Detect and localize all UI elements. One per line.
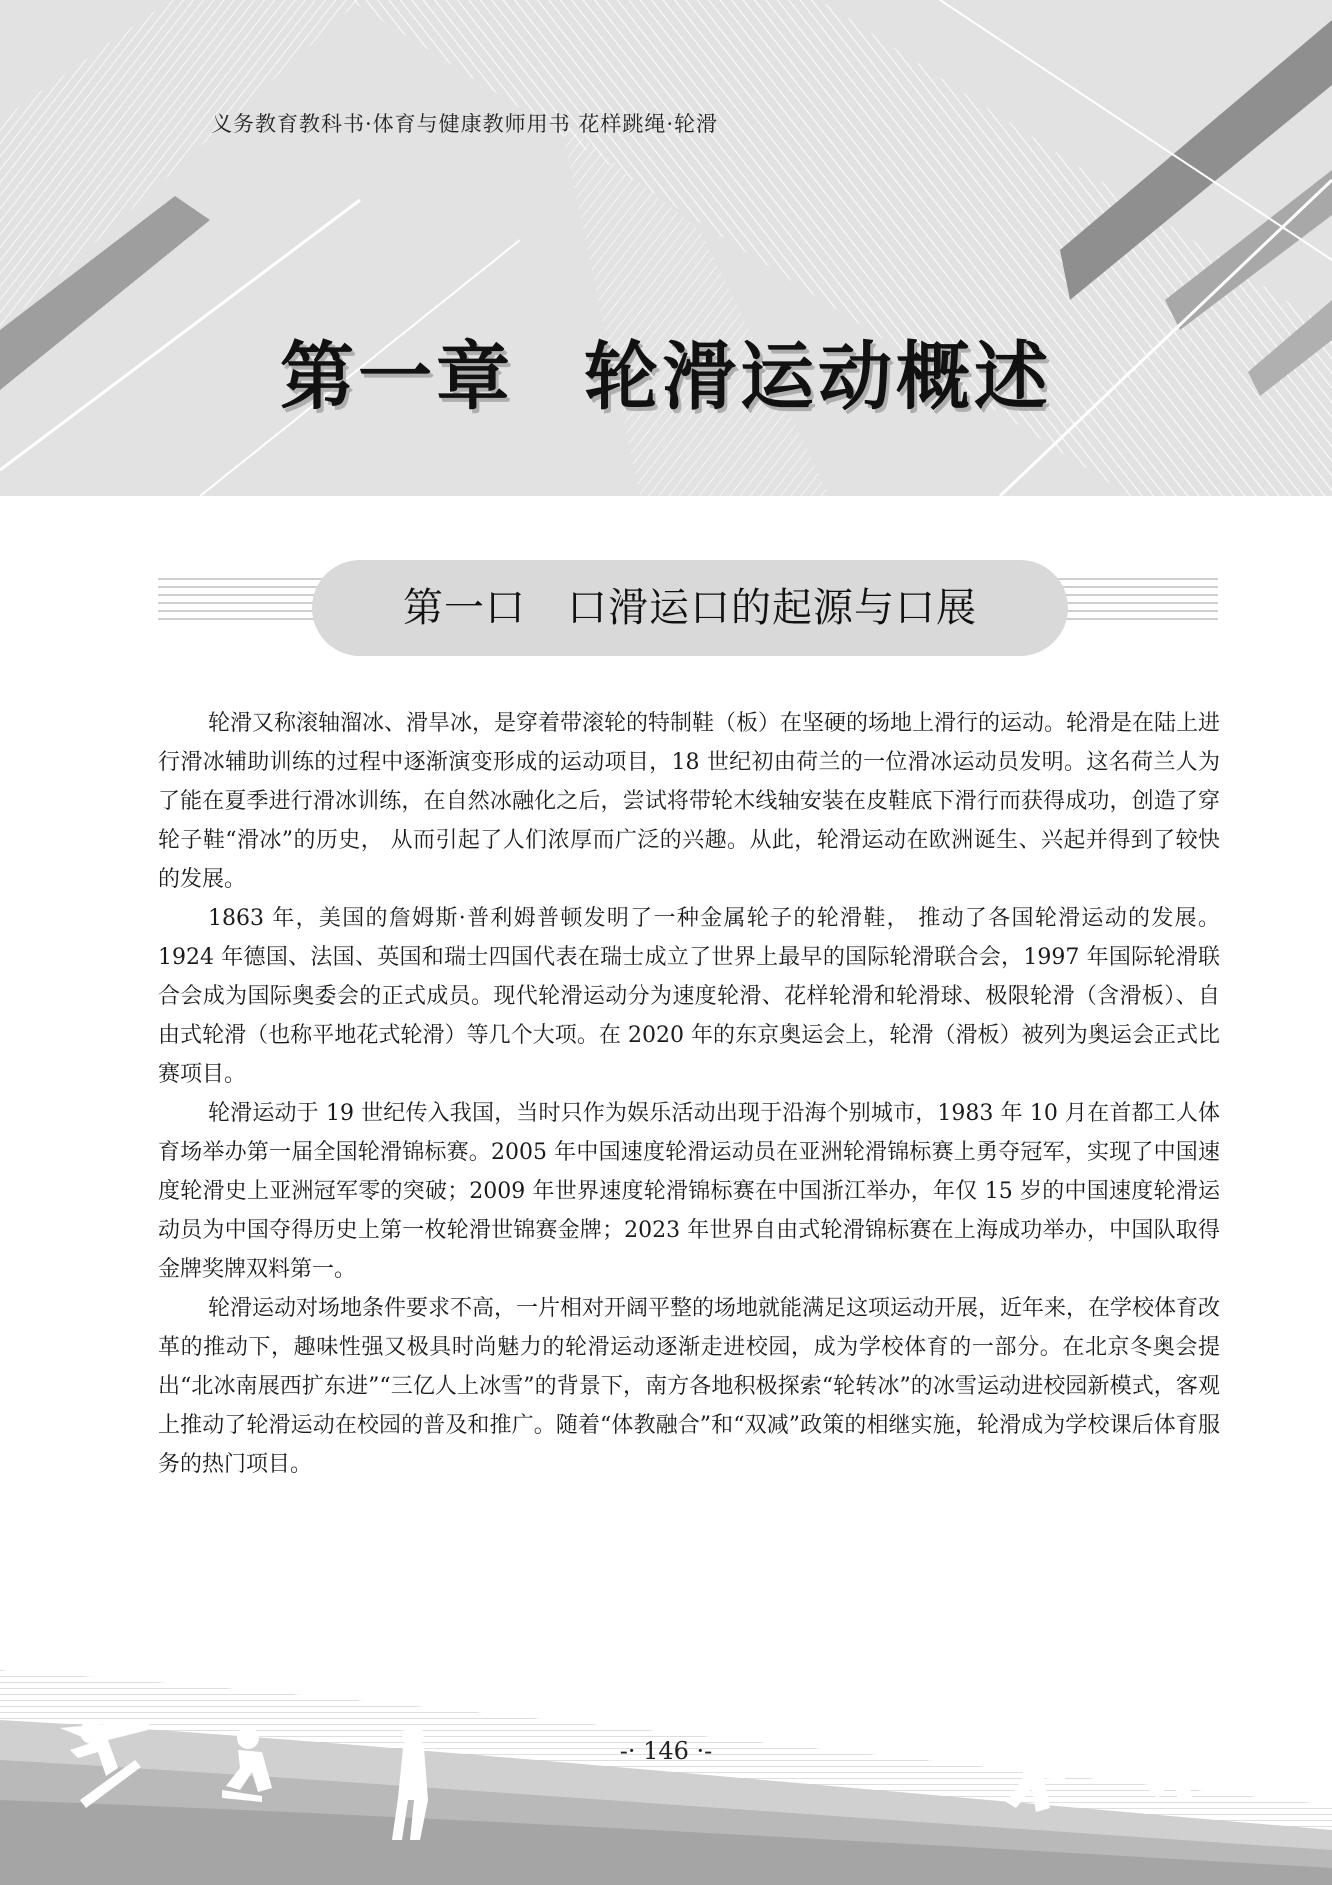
paragraph: 轮滑又称滚轴溜冰、滑旱冰，是穿着带滚轮的特制鞋（板）在坚硬的场地上滑行的运动。轮滑是在陆上进行滑冰辅助训练的过程中逐渐演变形成的运动项目，18 世纪初由荷兰的一位滑冰运动员发明。这名荷兰人为了能在夏季进行滑冰训练，在自然冰融化之后，尝试将带轮木线轴安装在皮鞋底下滑行而获得成功，创造了穿轮子鞋“滑冰”的历史， 从而引起了人们浓厚而广泛的兴趣。从此，轮滑运动在欧洲诞生、兴起并得到了较快的发展。: [158, 711, 1221, 892]
chapter-name: 轮滑运动概述: [584, 334, 1052, 420]
page-number: -· 146 ·-: [619, 1737, 713, 1765]
paragraph: 轮滑运动对场地条件要求不高，一片相对开阔平整的场地就能满足这项运动开展，近年来，在学校体育改革的推动下，趣味性强又极具时尚魅力的轮滑运动逐渐走进校园，成为学校体育的一部分。在北京冬奥会提出“北冰南展西扩东进”“三亿人上冰雪”的背景下，南方各地积极探索“轮转冰”的冰雪运动进校园新模式，客观上推动了轮滑运动在校园的普及和推广。随着“体教融合”和“双减”政策的相继实施，轮滑成为学校课后体育服务的热门项目。: [158, 1296, 1221, 1477]
running-head: 义务教育教科书·体育与健康教师用书 花样跳绳·轮滑: [211, 112, 719, 136]
paragraph: 1863 年，美国的詹姆斯·普利姆普顿发明了一种金属轮子的轮滑鞋， 推动了各国轮滑运动的发展。1924 年德国、法国、英国和瑞士四国代表在瑞士成立了世界上最早的国际轮滑联合会，1997 年国际轮滑联合会成为国际奥委会的正式成员。现代轮滑运动分为速度轮滑、花样轮滑和轮滑球、极限轮滑（含滑板）、自由式轮滑（也称平地花式轮滑）等几个大项。在 2020 年的东京奥运会上，轮滑（滑板）被列为奥运会正式比赛项目。: [158, 906, 1220, 1087]
section-title: 第一口 口滑运口的起源与口展: [403, 585, 977, 631]
paragraph: 轮滑运动于 19 世纪传入我国，当时只作为娱乐活动出现于沿海个别城市，1983 年 10 月在首都工人体育场举办第一届全国轮滑锦标赛。2005 年中国速度轮滑运动员在亚洲轮滑锦标赛上勇夺冠军，实现了中国速度轮滑史上亚洲冠军零的突破；2009 年世界速度轮滑锦标赛在中国浙江举办，年仅 15 岁的中国速度轮滑运动员为中国夺得历史上第一枚轮滑世锦赛金牌；2023 年世界自由式轮滑锦标赛在上海成功举办，中国队取得金牌奖牌双料第一。: [158, 1101, 1220, 1282]
chapter-label: 第一章: [280, 334, 514, 420]
chapter-header-band: [0, 0, 1332, 496]
body-text: [158, 704, 1220, 1484]
chapter-title: [0, 318, 1332, 424]
